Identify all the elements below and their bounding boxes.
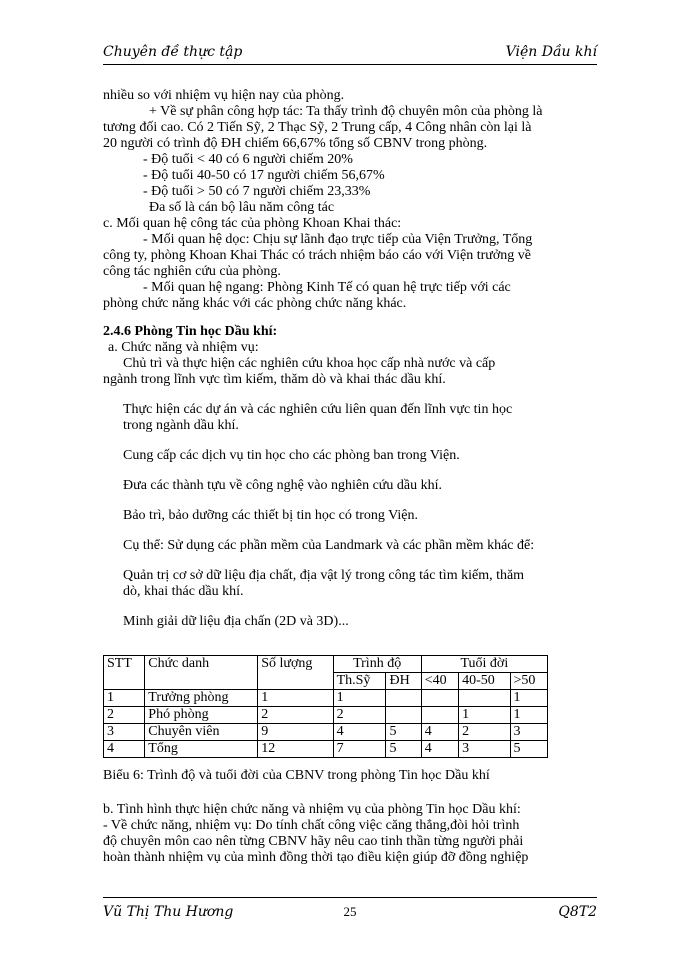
header-trinh-do: Trình độ <box>333 656 421 673</box>
text-line: độ chuyên môn cao nên từng CBNV hãy nêu cao tinh thần từng người phải <box>103 834 524 849</box>
page-number: 25 <box>343 904 357 919</box>
paragraph-line: Cụ thể: Sử dụng các phần mềm của Landmark và các phần mềm khác để: <box>123 538 535 553</box>
table-cell: 3 <box>510 724 547 741</box>
table-cell: 1 <box>333 690 386 707</box>
table-cell: 2 <box>333 707 386 724</box>
text-line: hoàn thành nhiệm vụ của mình đồng thời tạo điều kiện giúp đỡ đồng nghiệp <box>103 850 529 865</box>
table-cell: 5 <box>386 741 421 758</box>
subheader-cell: >50 <box>510 673 547 690</box>
table-cell: 5 <box>386 724 421 741</box>
footer-class: Q8T2 <box>558 904 597 920</box>
text-line: - Về chức năng, nhiệm vụ: Do tính chất công việc căng thẳng,đòi hỏi trình <box>103 818 520 833</box>
text-line: công ty, phòng Khoan Khai Thác có trách nhiệm báo cáo với Viện trưởng về <box>103 248 531 263</box>
table-cell: 1 <box>104 690 145 707</box>
subheader-cell: ĐH <box>386 673 421 690</box>
text-line: tương đối cao. Có 2 Tiến Sỹ, 2 Thạc Sỹ, 2 Trung cấp, 4 Công nhân còn lại là <box>103 120 532 135</box>
footer-author: Vũ Thị Thu Hương <box>103 904 234 920</box>
table-cell: 4 <box>104 741 145 758</box>
page-header <box>103 42 597 65</box>
table-cell: 9 <box>258 724 333 741</box>
table-row <box>104 724 548 741</box>
table-cell: Phó phòng <box>145 707 258 724</box>
table-cell: 2 <box>258 707 333 724</box>
text-line: - Độ tuổi < 40 có 6 người chiếm 20% <box>143 152 353 167</box>
text-line: 20 người có trình độ ĐH chiếm 66,67% tổng số CBNV trong phòng. <box>103 136 488 151</box>
table-cell <box>421 707 458 724</box>
header-so-luong: Số lượng <box>258 656 333 690</box>
text-line: phòng chức năng khác với các phòng chức năng khác. <box>103 296 407 311</box>
page-footer <box>103 897 597 928</box>
table-cell: 3 <box>459 741 510 758</box>
paragraph-line: Quản trị cơ sở dữ liệu địa chất, địa vật lý trong công tác tìm kiếm, thăm <box>123 568 525 583</box>
table-cell: Chuyên viên <box>145 724 258 741</box>
paragraph-line: Đưa các thành tựu về công nghệ vào nghiên cứu dầu khí. <box>123 478 442 493</box>
text-line: - Độ tuổi 40-50 có 17 người chiếm 56,67% <box>143 168 385 183</box>
table-cell: 4 <box>421 741 458 758</box>
table-cell <box>386 690 421 707</box>
header-chuc-danh: Chức danh <box>145 656 258 690</box>
text-line: Chủ trì và thực hiện các nghiên cứu khoa học cấp nhà nước và cấp <box>123 356 496 371</box>
body-text <box>103 88 597 630</box>
paragraph-line: Bảo trì, bảo dưỡng các thiết bị tin học có trong Viện. <box>123 508 418 523</box>
header-left: Chuyên đề thực tập <box>103 44 243 60</box>
table-row <box>104 690 548 707</box>
table-cell <box>421 690 458 707</box>
text-line: ngành trong lĩnh vực tìm kiếm, thăm dò và khai thác dầu khí. <box>103 372 446 387</box>
paragraph-line: trong ngành dầu khí. <box>123 418 239 433</box>
table-cell: 7 <box>333 741 386 758</box>
paragraph-line: Minh giải dữ liệu địa chấn (2D và 3D)... <box>123 614 349 629</box>
header-tuoi-doi: Tuổi đời <box>421 656 547 673</box>
table-cell: 3 <box>104 724 145 741</box>
header-stt: STT <box>104 656 145 690</box>
table-cell: 4 <box>421 724 458 741</box>
table-cell: 2 <box>459 724 510 741</box>
paragraph-line: dò, khai thác dầu khí. <box>123 584 244 599</box>
table-cell <box>459 690 510 707</box>
table-header-row <box>104 656 548 673</box>
table-cell: 2 <box>104 707 145 724</box>
section-b-text <box>103 802 597 866</box>
section-title: 2.4.6 Phòng Tin học Dầu khí: <box>103 324 278 339</box>
paragraph-line: Thực hiện các dự án và các nghiên cứu liên quan đến lĩnh vực tin học <box>123 402 513 417</box>
table-cell: 1 <box>510 707 547 724</box>
table-cell: 1 <box>258 690 333 707</box>
text-line: b. Tình hình thực hiện chức năng và nhiệm vụ của phòng Tin học Dầu khí: <box>103 802 521 817</box>
table-cell: 4 <box>333 724 386 741</box>
staff-table <box>103 655 548 758</box>
table-cell <box>386 707 421 724</box>
subheader-cell: Th.Sỹ <box>333 673 386 690</box>
text-line: + Về sự phân công hợp tác: Ta thấy trình độ chuyên môn của phòng là <box>149 104 543 119</box>
table-row <box>104 707 548 724</box>
text-line: - Mối quan hệ dọc: Chịu sự lãnh đạo trực tiếp của Viện Trưởng, Tổng <box>143 232 533 247</box>
text-line: nhiều so với nhiệm vụ hiện nay của phòng. <box>103 88 345 103</box>
table-cell: Tổng <box>145 741 258 758</box>
table-cell: 1 <box>459 707 510 724</box>
table-row <box>104 741 548 758</box>
table-cell: Trưởng phòng <box>145 690 258 707</box>
table-caption: Biểu 6: Trình độ và tuổi đời của CBNV trong phòng Tin học Dầu khí <box>103 768 490 783</box>
paragraph-line: Cung cấp các dịch vụ tin học cho các phòng ban trong Viện. <box>123 448 460 463</box>
text-line: Đa số là cán bộ lâu năm công tác <box>149 200 335 215</box>
subsection-title: a. Chức năng và nhiệm vụ: <box>108 340 259 355</box>
header-right: Viện Dầu khí <box>505 44 597 60</box>
text-line: - Mối quan hệ ngang: Phòng Kinh Tế có quan hệ trực tiếp với các <box>143 280 511 295</box>
subheader-cell: <40 <box>421 673 458 690</box>
table-cell: 1 <box>510 690 547 707</box>
table-cell: 5 <box>510 741 547 758</box>
text-line: - Độ tuổi > 50 có 7 người chiếm 23,33% <box>143 184 371 199</box>
text-line: c. Mối quan hệ công tác của phòng Khoan Khai thác: <box>103 216 402 231</box>
table-cell: 12 <box>258 741 333 758</box>
text-line: công tác nghiên cứu của phòng. <box>103 264 281 279</box>
subheader-cell: 40-50 <box>459 673 510 690</box>
